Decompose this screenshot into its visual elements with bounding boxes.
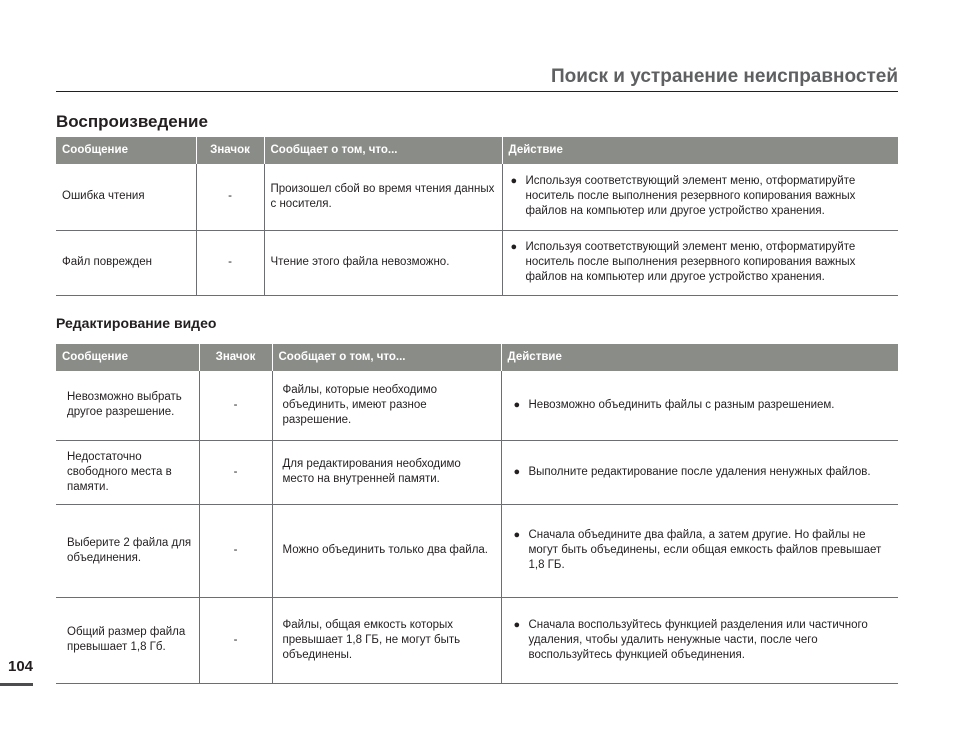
- title-divider: [56, 91, 898, 92]
- page-number-bar: [0, 683, 33, 686]
- bullet-icon: ●: [510, 241, 518, 253]
- table-row: [56, 164, 898, 230]
- row-icon: -: [196, 164, 264, 230]
- table-header-row: [56, 344, 898, 371]
- bullet-icon: ●: [513, 398, 521, 411]
- table-row: [56, 371, 898, 440]
- table-row: [56, 597, 898, 683]
- action-bullet-item: ● Сначала объедините два файла, а затем другие. Но файлы не могут быть объединены, если общая емкость файлов превышает 1,8 ГБ.: [513, 529, 882, 571]
- section-heading-video-editing: Редактирование видео: [56, 315, 217, 331]
- table-row: [56, 504, 898, 597]
- action-bullet-item: ● Выполните редактирование после удаления ненужных файлов.: [513, 465, 871, 478]
- row-message: Файл поврежден: [56, 230, 196, 295]
- row-action: [501, 440, 898, 504]
- header-message: Сообщение: [56, 344, 199, 371]
- row-icon: -: [199, 440, 272, 504]
- row-icon: -: [196, 230, 264, 295]
- row-action: [501, 371, 898, 440]
- row-icon: -: [199, 371, 272, 440]
- row-info: Произошел сбой во время чтения данных с носителя.: [264, 164, 502, 230]
- row-info: Можно объединить только два файла.: [272, 504, 501, 597]
- action-bullet-item: ● Используя соответствующий элемент меню, отформатируйте носитель после выполнения резервного копирования важных файлов на компьютер или другое устройство хранения.: [510, 241, 856, 283]
- page-number: 104: [8, 658, 34, 675]
- row-message: Общий размер файла превышает 1,8 Гб.: [56, 597, 199, 683]
- action-bullet-item: ● Сначала воспользуйтесь функцией разделения или частичного удаления, чтобы удалить ненужные части, после чего воспользуйтесь функцией объединения.: [513, 618, 868, 661]
- row-icon: -: [199, 597, 272, 683]
- row-action: [501, 597, 898, 683]
- header-icon: Значок: [196, 137, 264, 164]
- header-action: Действие: [501, 344, 898, 371]
- playback-table: [56, 137, 898, 296]
- row-action: [502, 230, 898, 295]
- row-info: Чтение этого файла невозможно.: [264, 230, 502, 295]
- row-message: Невозможно выбрать другое разрешение.: [56, 371, 199, 440]
- row-action: [502, 164, 898, 230]
- row-info: Файлы, общая емкость которых превышает 1,8 ГБ, не могут быть объединены.: [272, 597, 501, 683]
- header-message: Сообщение: [56, 137, 196, 164]
- page-title: Поиск и устранение неисправностей: [550, 66, 898, 87]
- table-row: [56, 230, 898, 295]
- bullet-icon: ●: [513, 618, 521, 631]
- header-info: Сообщает о том, что...: [272, 344, 501, 371]
- section-heading-playback: Воспроизведение: [56, 112, 208, 131]
- header-icon: Значок: [199, 344, 272, 371]
- row-message: Ошибка чтения: [56, 164, 196, 230]
- bullet-icon: ●: [513, 465, 521, 478]
- table-header-row: [56, 137, 898, 164]
- row-message: Выберите 2 файла для объединения.: [56, 504, 199, 597]
- table-row: [56, 440, 898, 504]
- bullet-icon: ●: [510, 175, 518, 188]
- action-bullet-item: ● Невозможно объединить файлы с разным разрешением.: [513, 398, 835, 411]
- row-message: Недостаточно свободного места в памяти.: [56, 440, 199, 504]
- row-info: Для редактирования необходимо место на внутренней памяти.: [272, 440, 501, 504]
- row-icon: -: [199, 504, 272, 597]
- video-editing-table: [56, 344, 898, 684]
- bullet-icon: ●: [513, 529, 521, 541]
- header-info: Сообщает о том, что...: [264, 137, 502, 164]
- header-action: Действие: [502, 137, 898, 164]
- row-action: [501, 504, 898, 597]
- row-info: Файлы, которые необходимо объединить, имеют разное разрешение.: [272, 371, 501, 440]
- action-bullet-item: ● Используя соответствующий элемент меню, отформатируйте носитель после выполнения резервного копирования важных файлов на компьютер или другое устройство хранения.: [510, 175, 856, 218]
